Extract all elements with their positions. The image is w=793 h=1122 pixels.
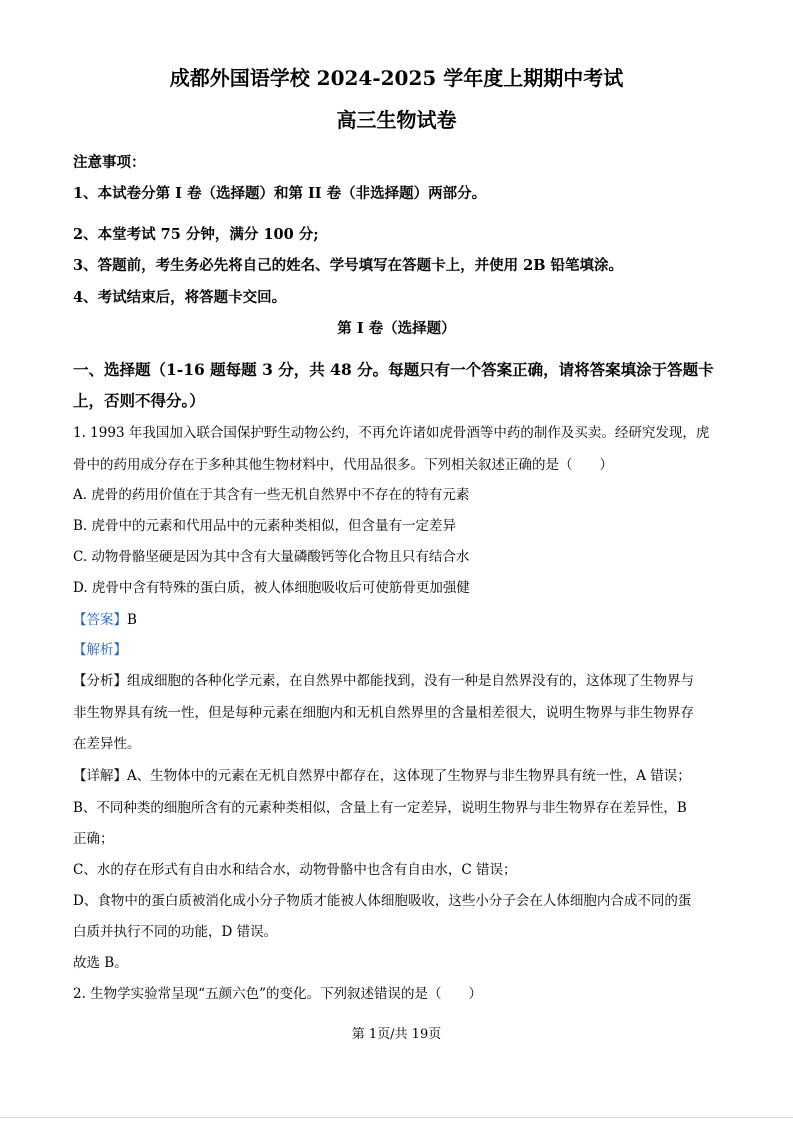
section-title: 第 I 卷（选择题） bbox=[337, 320, 456, 337]
notice-item: 2、本堂考试 75 分钟，满分 100 分; bbox=[73, 226, 319, 243]
analysis-line: 【详解】A、生物体中的元素在无机自然界中都存在，这体现了生物界与非生物界具有统一性，A 错误； bbox=[73, 768, 691, 784]
answer-value: B bbox=[127, 612, 137, 628]
analysis-line: D、食物中的蛋白质被消化成小分子物质才能被人体细胞吸收，这些小分子会在人体细胞内合成不同的蛋 bbox=[73, 893, 692, 909]
notice-heading: 注意事项： bbox=[73, 154, 146, 171]
answer-row bbox=[73, 608, 723, 628]
analysis-line: C、水的存在形式有自由水和结合水，动物骨骼中也含有自由水，C 错误； bbox=[73, 862, 517, 878]
analysis-line: 【分析】组成细胞的各种化学元素，在自然界中都能找到，没有一种是自然界没有的，这体现了生物界与 bbox=[73, 673, 694, 689]
notice-item: 3、答题前，考生务必先将自己的姓名、学号填写在答题卡上，并使用 2B 铅笔填涂。 bbox=[73, 257, 624, 274]
notice-item: 4、考试结束后，将答题卡交回。 bbox=[73, 289, 287, 306]
analysis-line: 在差异性。 bbox=[73, 736, 141, 752]
analysis-line: 正确； bbox=[73, 831, 114, 847]
analysis-line: 白质并执行不同的功能，D 错误。 bbox=[73, 924, 278, 940]
section-instruction: 一、选择题（1-16 题每题 3 分，共 48 分。每题只有一个答案正确，请将答案填涂于答题卡 bbox=[73, 360, 714, 379]
bottom-divider bbox=[0, 1117, 793, 1118]
exam-title: 成都外国语学校 2024-2025 学年度上期期中考试 bbox=[169, 66, 624, 90]
page-number: 第 1页/共 19页 bbox=[351, 1027, 442, 1042]
notice-item: 1、本试卷分第 I 卷（选择题）和第 II 卷（非选择题）两部分。 bbox=[73, 185, 487, 202]
question1-stem: 骨中的药用成分存在于多种其他生物材料中，代用品很多。下列相关叙述正确的是（ ） bbox=[73, 457, 613, 473]
analysis-line: B、不同种类的细胞所含有的元素种类相似，含量上有一定差异，说明生物界与非生物界存在差异性，B bbox=[73, 800, 687, 816]
question1-option-d: D. 虎骨中含有特殊的蛋白质，被人体细胞吸收后可使筋骨更加强健 bbox=[73, 580, 470, 596]
question1-option-a: A. 虎骨的药用价值在于其含有一些无机自然界中不存在的特有元素 bbox=[73, 487, 470, 503]
question2-stem: 2. 生物学实验常呈现“五颜六色”的变化。下列叙述错误的是（ ） bbox=[73, 986, 482, 1002]
analysis-line: 非生物界具有统一性，但是每种元素在细胞内和无机自然界里的含量相差很大，说明生物界与非生物界存 bbox=[73, 705, 694, 721]
question1-stem: 1. 1993 年我国加入联合国保护野生动物公约，不再允许诸如虎骨酒等中药的制作及买卖。经研究发现，虎 bbox=[73, 425, 710, 441]
analysis-tag: 【解析】 bbox=[73, 642, 127, 658]
section-instruction: 上，否则不得分。） bbox=[73, 391, 205, 410]
question1-option-b: B. 虎骨中的元素和代用品中的元素种类相似，但含量有一定差异 bbox=[73, 518, 457, 534]
analysis-line: 故选 B。 bbox=[73, 955, 128, 971]
answer-tag: 【答案】 bbox=[73, 612, 127, 628]
exam-subtitle: 高三生物试卷 bbox=[336, 108, 457, 132]
question1-option-c: C. 动物骨骼坚硬是因为其中含有大量磷酸钙等化合物且只有结合水 bbox=[73, 549, 470, 565]
